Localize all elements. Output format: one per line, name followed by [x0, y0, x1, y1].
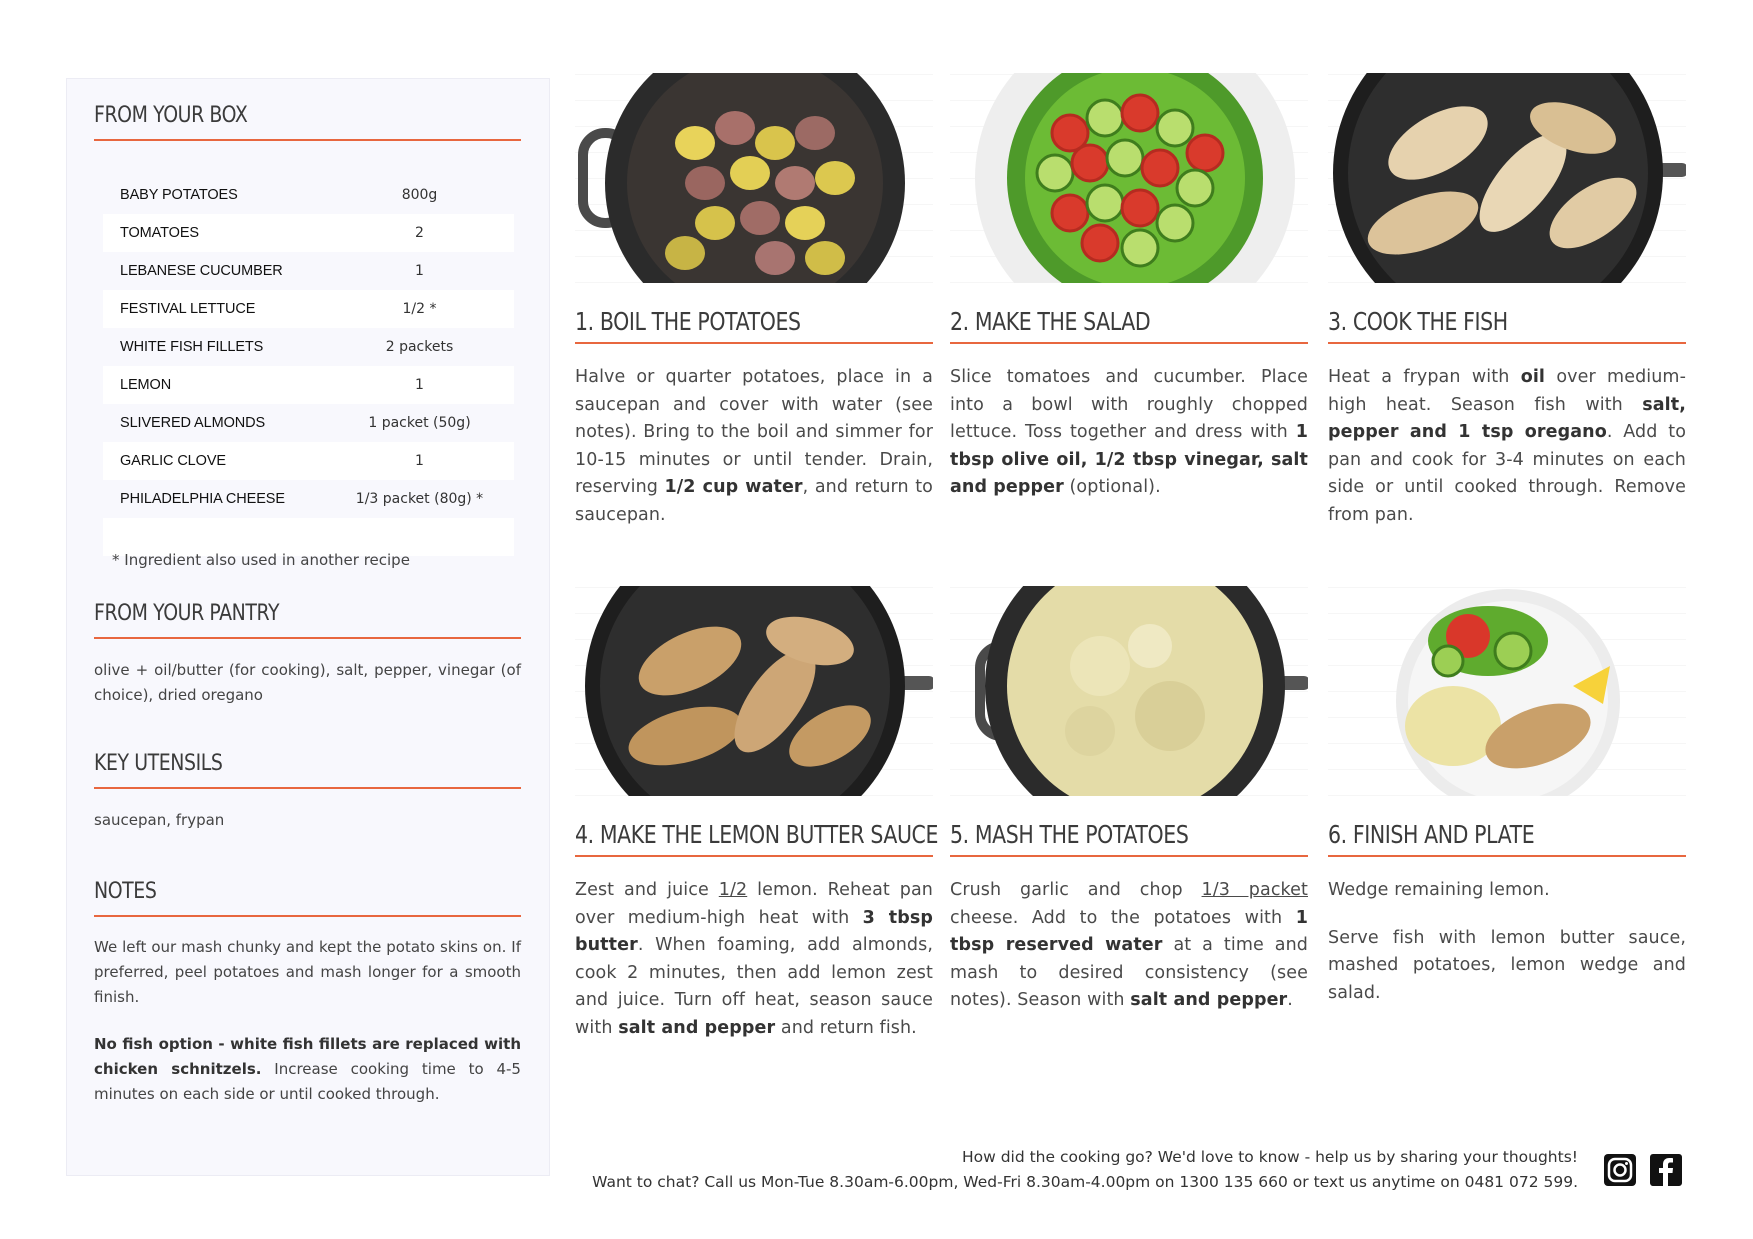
potatoes-in-saucepan-image — [575, 73, 933, 283]
step-4 — [575, 586, 939, 1042]
ingredient-name: TOMATOES — [120, 225, 199, 241]
underlined-text: 1/3 packet — [1201, 880, 1308, 900]
step-6 — [1328, 586, 1686, 1007]
bold-text: 1/2 cup water — [664, 477, 803, 497]
body-text: Zest and juice — [575, 880, 719, 900]
step-body — [1328, 364, 1686, 529]
body-text: Crush garlic and chop — [950, 880, 1202, 900]
bold-text: salt and pepper — [1130, 990, 1288, 1010]
step-divider — [950, 342, 1308, 344]
fish-in-frypan-image — [1328, 73, 1686, 283]
step-divider — [1328, 342, 1686, 344]
step-body — [575, 877, 933, 1042]
ingredient-name: BABY POTATOES — [120, 187, 238, 203]
ingredient-row — [103, 442, 514, 480]
ingredient-row — [103, 366, 514, 404]
notes-heading: NOTES — [94, 879, 157, 904]
ingredient-quantity: 800g — [401, 187, 438, 203]
contact-text: Want to chat? Call us Mon-Tue 8.30am-6.00pm, Wed-Fri 8.30am-4.00pm on 1300 135 660 or text us anytime on 0481 072 599. — [592, 1173, 1578, 1191]
bold-text: 1 tbsp olive oil, 1/2 tbsp vinegar, salt and pepper — [950, 422, 1308, 497]
ingredient-row — [103, 328, 514, 366]
body-text: Slice tomatoes and cucumber. Place into a bowl with roughly chopped lettuce. Toss together and dress with — [950, 367, 1308, 442]
ingredient-footnote: * Ingredient also used in another recipe — [112, 551, 410, 569]
no-fish-option-text — [94, 1032, 521, 1107]
body-text: Halve or quarter potatoes, place in a saucepan and cover with water (see notes). Bring to the boil and simmer for 10-15 minutes or until tender. Drain, reserving — [575, 367, 933, 497]
step-paragraph: Wedge remaining lemon. — [1328, 880, 1550, 900]
ingredient-row — [103, 480, 514, 518]
step-2 — [950, 73, 1308, 502]
body-text: . — [1287, 990, 1293, 1010]
step-photo — [1328, 73, 1686, 283]
step-photo — [575, 586, 933, 796]
bold-text: 3 tbsp butter — [575, 907, 933, 955]
utensils-text: saucepan, frypan — [94, 811, 225, 829]
underlined-text: 1/2 — [718, 880, 748, 900]
ingredient-quantity: 2 — [415, 225, 424, 241]
ingredient-quantity: 1 — [415, 453, 424, 469]
body-text: at a time and mash to desired consistency (see notes). Season with — [950, 935, 1308, 1010]
tomato-cucumber-salad-image — [950, 73, 1308, 283]
step-body — [950, 877, 1308, 1015]
ingredient-row — [103, 176, 514, 214]
mashed-potatoes-in-saucepan-image — [950, 586, 1308, 796]
step-body — [1328, 877, 1686, 1007]
no-fish-option-bold: No fish option - white fish fillets are replaced with chicken schnitzels. — [94, 1035, 521, 1078]
heading-divider — [94, 915, 521, 917]
ingredient-quantity: 2 packets — [385, 339, 454, 355]
step-divider — [575, 855, 933, 857]
ingredient-row — [103, 214, 514, 252]
step-3 — [1328, 73, 1686, 529]
ingredient-quantity: 1/3 packet (80g) * — [355, 491, 484, 507]
step-title: 2. MAKE THE SALAD — [950, 307, 1151, 336]
step-title: 6. FINISH AND PLATE — [1328, 820, 1535, 849]
step-title: 3. COOK THE FISH — [1328, 307, 1508, 336]
body-text: . Add to pan and cook for 3-4 minutes on each side or until cooked through. Remove from pan. — [1328, 422, 1687, 525]
body-text: and return fish. — [775, 1017, 917, 1038]
instagram-icon[interactable] — [1602, 1152, 1638, 1188]
step-body — [950, 364, 1308, 502]
ingredient-quantity: 1/2 * — [402, 301, 437, 317]
step-photo — [950, 586, 1308, 796]
ingredient-name: PHILADELPHIA CHEESE — [120, 491, 285, 507]
step-title: 1. BOIL THE POTATOES — [575, 307, 801, 336]
plated-dish-image — [1328, 586, 1686, 796]
heading-divider — [94, 787, 521, 789]
ingredient-name: LEBANESE CUCUMBER — [120, 263, 283, 279]
ingredient-row — [103, 290, 514, 328]
from-your-box-heading: FROM YOUR BOX — [94, 103, 248, 128]
body-text: (optional). — [1063, 477, 1161, 497]
step-body — [575, 364, 933, 529]
pantry-text: olive + oil/butter (for cooking), salt, pepper, vinegar (of choice), dried oregano — [94, 661, 521, 704]
ingredient-name: SLIVERED ALMONDS — [120, 415, 266, 431]
step-divider — [575, 342, 933, 344]
body-text: over medium-high heat. Season fish with — [1328, 367, 1686, 415]
step-photo — [575, 73, 933, 283]
bold-text: salt and pepper — [618, 1017, 776, 1038]
ingredient-name: WHITE FISH FILLETS — [120, 339, 264, 355]
no-fish-option-rest: Increase cooking time to 4-5 minutes on each side or until cooked through. — [94, 1060, 521, 1103]
step-title: 5. MASH THE POTATOES — [950, 820, 1189, 849]
heading-divider — [94, 139, 521, 141]
step-1 — [575, 73, 933, 529]
ingredient-row — [103, 404, 514, 442]
heading-divider — [94, 637, 521, 639]
body-text: . When foaming, add almonds, cook 2 minutes, then add lemon zest and juice. Turn off heat, season sauce with — [575, 935, 933, 1038]
step-divider — [1328, 855, 1686, 857]
body-text: Heat a frypan with — [1328, 367, 1521, 387]
step-title: 4. MAKE THE LEMON BUTTER SAUCE — [575, 820, 939, 849]
step-paragraph: Serve fish with lemon butter sauce, mashed potatoes, lemon wedge and salad. — [1328, 927, 1686, 1003]
fish-with-almonds-in-frypan-image — [575, 586, 933, 796]
step-photo — [1328, 586, 1686, 796]
bold-text: 1 tbsp reserved water — [950, 907, 1308, 955]
body-text: lemon. Reheat pan over medium-high heat with — [575, 880, 933, 928]
notes-text: We left our mash chunky and kept the potato skins on. If preferred, peel potatoes and mash longer for a smooth finish. — [94, 938, 521, 1006]
step-5 — [950, 586, 1308, 1015]
body-text: , and return to saucepan. — [575, 477, 933, 525]
ingredient-name: FESTIVAL LETTUCE — [120, 301, 256, 317]
ingredient-name: GARLIC CLOVE — [120, 453, 226, 469]
sidebar — [66, 78, 550, 1176]
ingredient-quantity: 1 packet (50g) — [368, 415, 471, 431]
ingredient-name: LEMON — [120, 377, 172, 393]
bold-text: oil — [1520, 367, 1546, 387]
ingredients-table — [103, 176, 514, 556]
ingredient-quantity: 1 — [415, 263, 424, 279]
key-utensils-heading: KEY UTENSILS — [94, 751, 223, 776]
feedback-text: How did the cooking go? We'd love to know - help us by sharing your thoughts! — [961, 1148, 1578, 1166]
ingredient-quantity: 1 — [415, 377, 424, 393]
step-divider — [950, 855, 1308, 857]
facebook-icon[interactable] — [1648, 1152, 1684, 1188]
step-photo — [950, 73, 1308, 283]
from-your-pantry-heading: FROM YOUR PANTRY — [94, 601, 280, 626]
body-text: cheese. Add to the potatoes with — [950, 907, 1296, 928]
ingredient-row — [103, 252, 514, 290]
bold-text: salt, pepper and 1 tsp oregano — [1328, 394, 1686, 442]
